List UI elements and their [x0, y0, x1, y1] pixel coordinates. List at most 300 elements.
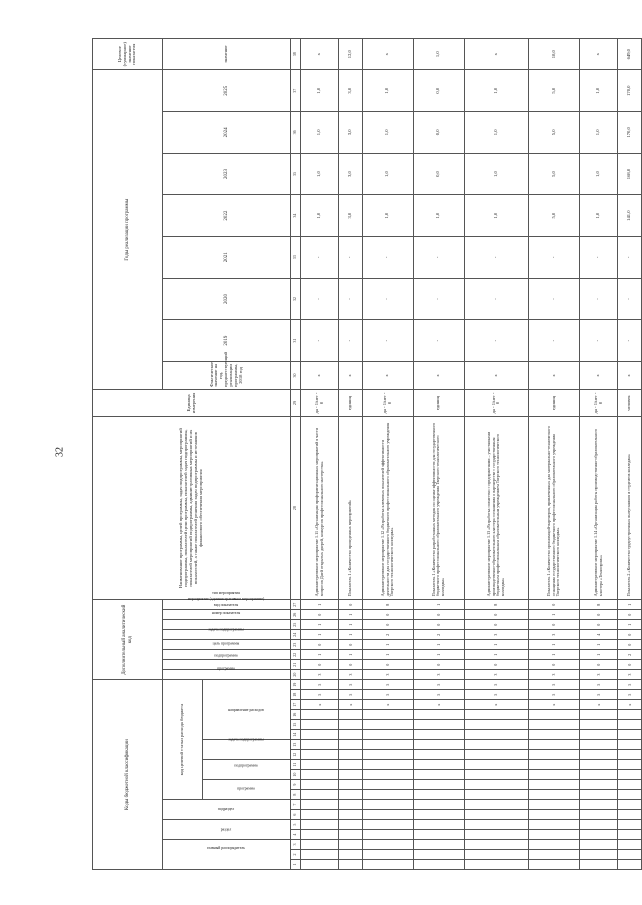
- additional-sub-header-4-text: мероприятие (административное мероприятие): [187, 596, 265, 601]
- column-number: 32: [291, 278, 301, 320]
- code-cell: [301, 790, 339, 800]
- code-cell: [301, 860, 339, 870]
- code-cell: [618, 850, 642, 860]
- code-cell: [529, 750, 580, 760]
- column-number: 27: [291, 600, 301, 610]
- column-number: 20: [291, 670, 301, 680]
- code-cell: [363, 760, 414, 770]
- column-number: 8: [291, 790, 301, 800]
- code-cell: [413, 790, 464, 800]
- code-cell: [529, 740, 580, 750]
- code-cell: 1: [618, 620, 642, 630]
- code-cell: 1: [301, 630, 339, 640]
- row-value-y2021: -: [464, 236, 529, 278]
- code-cell: 1: [413, 650, 464, 660]
- table-row: [618, 39, 642, 870]
- code-cell: [413, 720, 464, 730]
- row-value-y2019: -: [363, 320, 414, 362]
- code-cell: х: [339, 700, 363, 710]
- row-name: Показатель 1 «Количество проведенных мероприятий»: [339, 417, 363, 600]
- table-row: [579, 39, 617, 870]
- row-value-y2024: 170,0: [618, 112, 642, 154]
- code-cell: 0: [363, 660, 414, 670]
- row-value-y2019: -: [579, 320, 617, 362]
- code-cell: 1: [618, 600, 642, 610]
- column-number: 17: [291, 700, 301, 710]
- code-cell: [301, 730, 339, 740]
- row-name: Показатель 1 «Количество разработанных методик по оценке эффективности для государственного бюджетного профессионального образовательного учреждения Тверского технологического колледжа»: [413, 417, 464, 600]
- row-value-y2019: -: [301, 320, 339, 362]
- budget-sub-main-text: главный распорядитель: [207, 845, 246, 850]
- code-cell: [301, 820, 339, 830]
- code-cell: [413, 830, 464, 840]
- code-cell: [301, 840, 339, 850]
- row-value-y2020: -: [413, 278, 464, 320]
- document-sheet: [92, 38, 642, 870]
- row-value-y2024: 1,0: [579, 112, 617, 154]
- code-cell: [464, 760, 529, 770]
- code-cell: [579, 720, 617, 730]
- code-cell: [618, 810, 642, 820]
- additional-sub-header-0-text: программа: [217, 666, 235, 671]
- code-cell: [618, 710, 642, 720]
- code-cell: [464, 740, 529, 750]
- code-cell: [579, 860, 617, 870]
- code-cell: 1: [339, 620, 363, 630]
- row-value-y2022: 1,0: [413, 195, 464, 237]
- code-cell: х: [413, 700, 464, 710]
- row-final-value: х: [579, 39, 617, 70]
- code-cell: [529, 820, 580, 830]
- row-value-y2024: 0,0: [413, 112, 464, 154]
- code-cell: [618, 730, 642, 740]
- column-number: 7: [291, 800, 301, 810]
- code-cell: 1: [363, 640, 414, 650]
- code-cell: [339, 830, 363, 840]
- row-value-y2025: 3,0: [339, 70, 363, 112]
- code-cell: 1: [339, 610, 363, 620]
- code-cell: [618, 820, 642, 830]
- code-cell: [529, 790, 580, 800]
- row-value-y2021: -: [579, 236, 617, 278]
- code-cell: [579, 830, 617, 840]
- code-cell: [413, 780, 464, 790]
- code-cell: [413, 760, 464, 770]
- column-number: 16: [291, 710, 301, 720]
- row-fact-2018: х: [363, 361, 414, 389]
- code-cell: [464, 850, 529, 860]
- code-cell: 3: [464, 630, 529, 640]
- code-cell: 5: [363, 690, 414, 700]
- additional-sub-header-7-text: тип мероприятия: [212, 591, 240, 596]
- code-cell: 1: [529, 610, 580, 620]
- table-row: [464, 39, 529, 870]
- code-cell: 8: [363, 600, 414, 610]
- column-number: 9: [291, 780, 301, 790]
- code-cell: [301, 720, 339, 730]
- code-cell: 0: [413, 620, 464, 630]
- code-cell: 5: [464, 680, 529, 690]
- code-cell: 5: [618, 690, 642, 700]
- code-cell: [339, 780, 363, 790]
- code-cell: х: [464, 700, 529, 710]
- csr-sub-header-3: [203, 680, 291, 740]
- code-cell: [529, 860, 580, 870]
- code-cell: [339, 710, 363, 720]
- code-cell: 8: [579, 600, 617, 610]
- code-cell: [579, 730, 617, 740]
- code-cell: [529, 850, 580, 860]
- code-cell: [618, 860, 642, 870]
- code-cell: [413, 800, 464, 810]
- code-cell: 5: [413, 680, 464, 690]
- code-cell: 3: [579, 670, 617, 680]
- code-cell: [301, 800, 339, 810]
- row-fact-2018: х: [618, 361, 642, 389]
- row-final-value: х: [301, 39, 339, 70]
- row-value-y2023: 1,0: [579, 153, 617, 195]
- additional-sub-header-2-text: цель программы: [212, 641, 240, 646]
- code-cell: 1: [413, 600, 464, 610]
- code-cell: [529, 780, 580, 790]
- row-value-y2019: -: [339, 320, 363, 362]
- csr-sub-header-0-text: программа: [237, 786, 255, 791]
- row-value-y2020: -: [529, 278, 580, 320]
- row-value-y2025: 170,0: [618, 70, 642, 112]
- code-cell: 0: [363, 610, 414, 620]
- code-cell: [464, 840, 529, 850]
- code-cell: [339, 720, 363, 730]
- code-cell: [413, 860, 464, 870]
- code-cell: 4: [579, 630, 617, 640]
- code-cell: 1: [339, 630, 363, 640]
- code-cell: [339, 750, 363, 760]
- final-col-header: Целевое (суммарное) значение показателя: [93, 39, 163, 70]
- code-cell: [339, 800, 363, 810]
- code-cell: 5: [339, 690, 363, 700]
- code-cell: [363, 770, 414, 780]
- budget-sub-csr: код целевой статьи расхода бюджета: [163, 680, 203, 800]
- code-cell: [363, 830, 414, 840]
- code-cell: 1: [529, 640, 580, 650]
- row-value-y2022: 1,0: [464, 195, 529, 237]
- code-cell: [618, 780, 642, 790]
- row-unit: да - 1/нет - 0: [464, 389, 529, 416]
- code-cell: [579, 810, 617, 820]
- code-cell: [301, 750, 339, 760]
- code-cell: 5: [579, 690, 617, 700]
- code-cell: [363, 790, 414, 800]
- year-header-2025: 2025: [163, 70, 291, 112]
- row-value-y2019: -: [413, 320, 464, 362]
- code-cell: 1: [464, 640, 529, 650]
- column-number: 4: [291, 830, 301, 840]
- code-cell: 5: [618, 680, 642, 690]
- row-unit: да - 1/нет - 0: [579, 389, 617, 416]
- row-value-y2023: 3,0: [339, 153, 363, 195]
- row-value-y2025: 1,0: [579, 70, 617, 112]
- row-value-y2022: 1,0: [363, 195, 414, 237]
- row-name: Административное мероприятие 1.12 «Разработка ключевых показателей эффективности деятельности для государственного бюджетного профессионального образовательного учреждения Тверского технологического колледжа»: [363, 417, 414, 600]
- row-fact-2018: х: [301, 361, 339, 389]
- code-cell: 5: [529, 680, 580, 690]
- code-cell: 0: [301, 660, 339, 670]
- column-number: 11: [291, 760, 301, 770]
- column-number: 5: [291, 820, 301, 830]
- additional-sub-header-1-text: подпрограмма: [214, 653, 238, 658]
- row-value-y2022: 3,0: [339, 195, 363, 237]
- code-cell: [363, 710, 414, 720]
- code-cell: 5: [339, 680, 363, 690]
- code-cell: [464, 810, 529, 820]
- row-name: Административное мероприятие 1.14 «Организация работы производственно-образовательного кластера «Технопром»»: [579, 417, 617, 600]
- code-cell: [464, 780, 529, 790]
- row-value-y2020: -: [464, 278, 529, 320]
- fact-col-header: Фактическое значение на год, предшествующий реализации программы, 2018 год: [163, 361, 291, 389]
- column-number: 22: [291, 650, 301, 660]
- code-cell: 0: [579, 660, 617, 670]
- code-cell: [618, 720, 642, 730]
- row-value-y2021: -: [413, 236, 464, 278]
- row-value-y2022: 1,0: [301, 195, 339, 237]
- row-unit: единиц: [529, 389, 580, 416]
- code-cell: 5: [529, 690, 580, 700]
- code-cell: 2: [363, 630, 414, 640]
- row-fact-2018: х: [339, 361, 363, 389]
- code-cell: 3: [618, 670, 642, 680]
- column-number: 15: [291, 720, 301, 730]
- code-cell: 0: [464, 620, 529, 630]
- code-cell: [579, 760, 617, 770]
- code-cell: [618, 760, 642, 770]
- code-cell: х: [301, 700, 339, 710]
- budget-group-header: Коды бюджетной классификации: [93, 680, 163, 870]
- code-cell: 0: [301, 640, 339, 650]
- code-cell: 2: [413, 630, 464, 640]
- row-unit: человек: [618, 389, 642, 416]
- rotated-table-container: [92, 38, 642, 870]
- code-cell: [464, 790, 529, 800]
- code-cell: [301, 760, 339, 770]
- code-cell: 1: [301, 600, 339, 610]
- row-fact-2018: х: [529, 361, 580, 389]
- code-cell: [579, 770, 617, 780]
- column-number: 12: [291, 750, 301, 760]
- csr-sub-header-1-text: подпрограмма: [234, 763, 258, 768]
- year-header-2022: 2022: [163, 195, 291, 237]
- code-cell: 1: [301, 620, 339, 630]
- code-cell: [363, 850, 414, 860]
- row-value-y2024: 1,0: [464, 112, 529, 154]
- row-value-y2023: 168,0: [618, 153, 642, 195]
- code-cell: [363, 820, 414, 830]
- code-cell: [339, 760, 363, 770]
- row-value-y2020: -: [301, 278, 339, 320]
- row-value-y2021: -: [301, 236, 339, 278]
- table-row: [339, 39, 363, 870]
- row-fact-2018: х: [464, 361, 529, 389]
- code-cell: [464, 770, 529, 780]
- code-cell: [579, 850, 617, 860]
- code-cell: [529, 810, 580, 820]
- code-cell: 0: [464, 660, 529, 670]
- year-header-2023: 2023: [163, 153, 291, 195]
- row-name: Показатель 2 «Количество трудоустроенных выпускников и студентов колледжа»: [618, 417, 642, 600]
- row-unit: единиц: [339, 389, 363, 416]
- column-number: 19: [291, 680, 301, 690]
- code-cell: 0: [464, 610, 529, 620]
- code-cell: 5: [579, 680, 617, 690]
- unit-col-header: Единица измерения: [93, 389, 291, 416]
- code-cell: [301, 780, 339, 790]
- column-number: 23: [291, 640, 301, 650]
- row-name: Административное мероприятие 1.13 «Разработка совместно с предприятиями – участниками производственно-образовательного кластера соглашения о партнерстве с государственным бюджетным профессиональным образовательным учреждением Тверского технологического колледжа»: [464, 417, 529, 600]
- additional-group-header: Дополнительный аналитический код: [93, 600, 163, 680]
- code-cell: х: [618, 700, 642, 710]
- code-cell: 0: [339, 660, 363, 670]
- code-cell: 1: [579, 650, 617, 660]
- row-value-y2021: -: [363, 236, 414, 278]
- code-cell: 5: [301, 690, 339, 700]
- code-cell: [413, 730, 464, 740]
- column-number: 36: [291, 112, 301, 154]
- row-value-y2022: 5,0: [529, 195, 580, 237]
- code-cell: 3: [413, 670, 464, 680]
- code-cell: [339, 770, 363, 780]
- column-number: 37: [291, 70, 301, 112]
- code-cell: [464, 730, 529, 740]
- year-header-2021: 2021: [163, 236, 291, 278]
- name-col-header: Наименование программы, целей программы, задач подпрограммы, мероприятий подпрограммы, показателей цели программы, показателей задач подпрограммы, показателей мероприятий подпрограммы, административных мероприятий и их показателей, а также показателей решения задач подпрограммы и источников финансового обеспечения мероприятия: [93, 417, 291, 600]
- code-cell: [464, 820, 529, 830]
- code-cell: 5: [464, 690, 529, 700]
- csr-sub-header-2-text: задача подпрограммы: [228, 737, 264, 742]
- code-cell: [339, 850, 363, 860]
- code-cell: 0: [529, 600, 580, 610]
- row-final-value: 649,0: [618, 39, 642, 70]
- table-row: [363, 39, 414, 870]
- code-cell: [413, 820, 464, 830]
- code-cell: [579, 820, 617, 830]
- code-cell: [413, 710, 464, 720]
- row-value-y2021: -: [529, 236, 580, 278]
- code-cell: 0: [579, 620, 617, 630]
- code-cell: [363, 730, 414, 740]
- code-cell: [339, 730, 363, 740]
- code-cell: [413, 840, 464, 850]
- csr-sub-header-0: [203, 780, 291, 800]
- code-cell: 0: [363, 620, 414, 630]
- code-cell: [413, 740, 464, 750]
- code-cell: [413, 770, 464, 780]
- code-cell: 1: [464, 650, 529, 660]
- column-number: 14: [291, 730, 301, 740]
- code-cell: [579, 710, 617, 720]
- code-cell: [579, 780, 617, 790]
- code-cell: [529, 720, 580, 730]
- row-name: Административное мероприятие 1.11 «Организация профориентационных мероприятий в части вопросов Дней открытых дверей, конкурсов профессионального мастерства»: [301, 417, 339, 600]
- code-cell: 1: [413, 640, 464, 650]
- code-cell: [339, 740, 363, 750]
- column-number: 2: [291, 850, 301, 860]
- column-number: 18: [291, 690, 301, 700]
- row-final-value: 18,0: [529, 39, 580, 70]
- program-table: [92, 38, 642, 870]
- row-name: Показатель 1 «Количество организаций-партнеров, привлеченных для материально-технического оснащения государственного бюджетного профессионального образовательного учреждения Тверского технологического колледжа»: [529, 417, 580, 600]
- code-cell: [363, 840, 414, 850]
- table-row: [413, 39, 464, 870]
- code-cell: [579, 750, 617, 760]
- code-cell: 3: [464, 670, 529, 680]
- row-value-y2023: 1,0: [464, 153, 529, 195]
- year-header-2024: 2024: [163, 112, 291, 154]
- code-cell: [301, 710, 339, 720]
- code-cell: 0: [579, 610, 617, 620]
- row-value-y2023: 5,0: [529, 153, 580, 195]
- column-number: 1: [291, 860, 301, 870]
- row-value-y2024: 1,0: [363, 112, 414, 154]
- code-cell: 3: [529, 630, 580, 640]
- code-cell: х: [529, 700, 580, 710]
- code-cell: [363, 810, 414, 820]
- code-cell: 5: [301, 680, 339, 690]
- row-fact-2018: х: [579, 361, 617, 389]
- code-cell: [363, 780, 414, 790]
- code-cell: [579, 740, 617, 750]
- code-cell: [363, 740, 414, 750]
- row-value-y2025: 5,0: [529, 70, 580, 112]
- code-cell: [579, 790, 617, 800]
- row-value-y2020: -: [339, 278, 363, 320]
- row-value-y2019: -: [529, 320, 580, 362]
- code-cell: [529, 770, 580, 780]
- column-number: 35: [291, 153, 301, 195]
- row-fact-2018: х: [413, 361, 464, 389]
- column-number: 31: [291, 320, 301, 362]
- code-cell: [413, 850, 464, 860]
- years-group-header: Годы реализации программы: [93, 70, 163, 390]
- column-number: 24: [291, 630, 301, 640]
- code-cell: [339, 860, 363, 870]
- row-unit: да - 1/нет - 0: [301, 389, 339, 416]
- column-number: 38: [291, 39, 301, 70]
- code-cell: 3: [301, 670, 339, 680]
- code-cell: [301, 810, 339, 820]
- table-row: [301, 39, 339, 870]
- code-cell: 3: [339, 670, 363, 680]
- column-number: 6: [291, 810, 301, 820]
- code-cell: [618, 840, 642, 850]
- code-cell: 2: [618, 650, 642, 660]
- code-cell: 1: [579, 640, 617, 650]
- code-cell: 0: [339, 640, 363, 650]
- column-number: 21: [291, 660, 301, 670]
- code-cell: [618, 750, 642, 760]
- column-number: 26: [291, 610, 301, 620]
- code-cell: [529, 800, 580, 810]
- column-number: 30: [291, 361, 301, 389]
- code-cell: 5: [363, 680, 414, 690]
- column-number: 25: [291, 620, 301, 630]
- row-value-y2022: 141,0: [618, 195, 642, 237]
- code-cell: [339, 840, 363, 850]
- code-cell: 0: [301, 610, 339, 620]
- code-cell: 0: [618, 630, 642, 640]
- code-cell: [618, 790, 642, 800]
- code-cell: [529, 830, 580, 840]
- code-cell: [579, 800, 617, 810]
- code-cell: х: [363, 700, 414, 710]
